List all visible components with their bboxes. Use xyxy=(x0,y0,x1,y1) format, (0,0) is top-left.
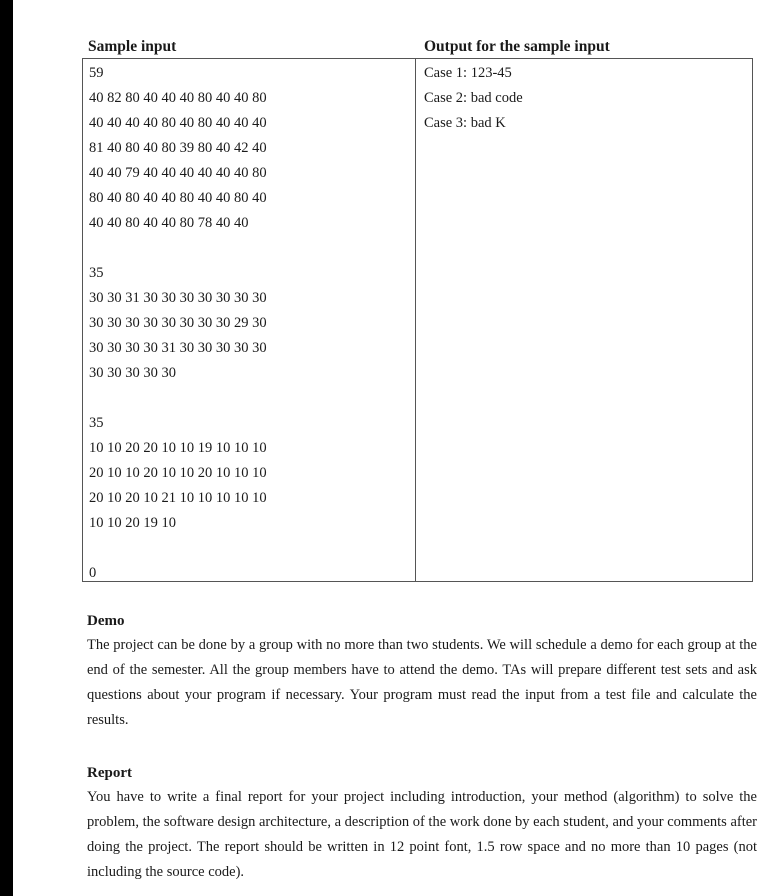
input-line: 40 40 79 40 40 40 40 40 40 80 xyxy=(89,165,267,181)
output-line: Case 3: bad K xyxy=(424,115,506,131)
sample-input-column xyxy=(83,59,416,581)
report-title: Report xyxy=(87,765,132,781)
input-line: 35 xyxy=(89,265,104,281)
input-line: 35 xyxy=(89,415,104,431)
report-paragraph: You have to write a final report for your project including introduction, your method (algorithm) to solve the problem, the software design architecture, a description of the work done by each student, and your comments after doing the project. The report should be written in 12 point font, 1.5 row space and no more than 10 pages (not including the source code). xyxy=(87,789,757,880)
input-line: 30 30 31 30 30 30 30 30 30 30 xyxy=(89,290,267,306)
table-body xyxy=(82,58,753,582)
input-line: 81 40 80 40 80 39 80 40 42 40 xyxy=(89,140,267,156)
sample-output-header: Output for the sample input xyxy=(424,38,610,55)
report-section xyxy=(87,761,757,885)
demo-paragraph: The project can be done by a group with no more than two students. We will schedule a demo for each group at the end of the semester. All the group members have to attend the demo. TAs will prepare different test sets and ask questions about your program if necessary. Your program must read the input from a test file and calculate the results. xyxy=(87,637,757,728)
input-line: 20 10 10 20 10 10 20 10 10 10 xyxy=(89,465,267,481)
input-line: 10 10 20 19 10 xyxy=(89,515,176,531)
output-line: Case 2: bad code xyxy=(424,90,523,106)
input-line: 80 40 80 40 40 80 40 40 80 40 xyxy=(89,190,267,206)
input-line: 30 30 30 30 30 30 30 30 29 30 xyxy=(89,315,267,331)
input-line: 0 xyxy=(89,565,97,581)
input-line: 20 10 20 10 21 10 10 10 10 10 xyxy=(89,490,267,506)
sample-input-header: Sample input xyxy=(88,38,177,55)
output-line: Case 1: 123-45 xyxy=(424,65,512,81)
input-line: 30 30 30 30 31 30 30 30 30 30 xyxy=(89,340,267,356)
demo-section xyxy=(87,609,757,733)
input-line: 30 30 30 30 30 xyxy=(89,365,176,381)
input-line: 10 10 20 20 10 10 19 10 10 10 xyxy=(89,440,267,456)
input-line: 40 40 40 40 80 40 80 40 40 40 xyxy=(89,115,267,131)
sample-output-column xyxy=(416,59,752,581)
left-edge-bar xyxy=(0,0,13,896)
input-line xyxy=(89,236,415,261)
input-line xyxy=(89,536,415,561)
input-line: 59 xyxy=(89,65,104,81)
sample-io-table xyxy=(82,34,753,582)
input-line xyxy=(89,386,415,411)
table-header-row xyxy=(82,34,753,58)
input-line: 40 40 80 40 40 80 78 40 40 xyxy=(89,215,249,231)
demo-title: Demo xyxy=(87,613,125,629)
input-line: 40 82 80 40 40 40 80 40 40 80 xyxy=(89,90,267,106)
